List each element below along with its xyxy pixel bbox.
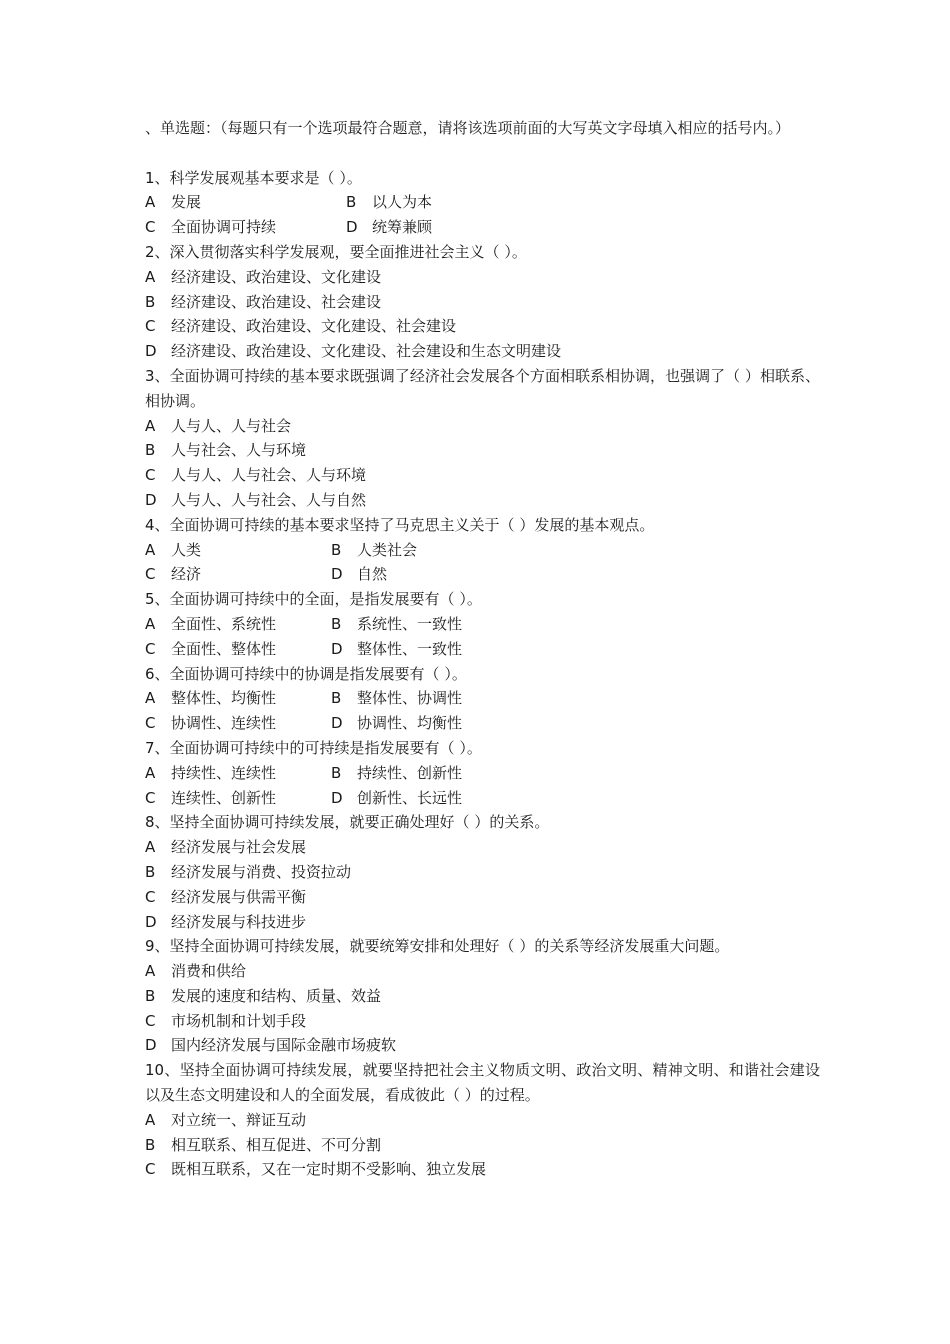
option	[145, 215, 346, 240]
option-text: 人与人、人与社会、人与自然	[171, 490, 367, 509]
option-row	[145, 215, 820, 240]
option-letter: D	[346, 218, 358, 237]
option-text: 整体性、一致性	[357, 639, 463, 658]
option-letter: A	[145, 540, 156, 559]
option-text: 系统性、一致性	[357, 614, 463, 633]
option	[145, 984, 820, 1009]
option-text: 全面性、整体性	[171, 639, 277, 658]
option	[145, 686, 331, 711]
question-9	[145, 934, 820, 1058]
option-letter: C	[145, 565, 156, 584]
option-letter: A	[145, 1110, 156, 1129]
option-text: 统筹兼顾	[372, 218, 433, 237]
option-letter: D	[331, 639, 343, 658]
option-letter: C	[145, 1160, 156, 1179]
option-letter: D	[331, 565, 343, 584]
option-letter: A	[145, 614, 156, 633]
question-stem: 7、全面协调可持续中的可持续是指发展要有（ ）。	[145, 738, 482, 757]
option-letter: A	[145, 763, 156, 782]
option	[331, 786, 462, 811]
question-8	[145, 810, 820, 934]
option-letter: D	[145, 1036, 157, 1055]
option-letter: B	[145, 1135, 156, 1154]
question-stem: 8、坚持全面协调可持续发展，就要正确处理好（ ）的关系。	[145, 813, 550, 832]
questions	[145, 166, 820, 1183]
question-3	[145, 364, 820, 513]
option	[145, 190, 346, 215]
question-stem: 9、坚持全面协调可持续发展，就要统筹安排和处理好（ ）的关系等经济发展重大问题。	[145, 937, 730, 956]
option-text: 经济	[171, 565, 202, 584]
option	[145, 711, 331, 736]
option	[331, 637, 462, 662]
option	[145, 265, 820, 290]
option-text: 创新性、长远性	[357, 788, 463, 807]
option	[145, 860, 820, 885]
option-row	[145, 761, 820, 786]
option	[145, 786, 331, 811]
option	[145, 538, 331, 563]
option	[145, 290, 820, 315]
question-stem: 6、全面协调可持续中的协调是指发展要有（ ）。	[145, 664, 467, 683]
option-letter: C	[145, 317, 156, 336]
option-letter: D	[145, 490, 157, 509]
option-text: 市场机制和计划手段	[171, 1011, 307, 1030]
option-row	[145, 538, 820, 563]
option-letter: A	[145, 267, 156, 286]
option-letter: C	[145, 218, 156, 237]
option-letter: C	[145, 466, 156, 485]
option-text: 国内经济发展与国际金融市场疲软	[171, 1036, 397, 1055]
option-letter: B	[331, 689, 342, 708]
option	[145, 1009, 820, 1034]
option	[346, 215, 432, 240]
option	[145, 1108, 820, 1133]
option	[145, 885, 820, 910]
option-row	[145, 786, 820, 811]
option-text: 协调性、均衡性	[357, 714, 463, 733]
option-text: 持续性、创新性	[357, 763, 463, 782]
option-row	[145, 190, 820, 215]
option	[145, 438, 820, 463]
option-letter: B	[331, 763, 342, 782]
option-letter: D	[331, 714, 343, 733]
option-text: 人与人、人与社会、人与环境	[171, 466, 367, 485]
option-row	[145, 686, 820, 711]
option	[145, 488, 820, 513]
option	[145, 835, 820, 860]
option-letter: A	[145, 838, 156, 857]
option-letter: B	[145, 441, 156, 460]
spacer	[145, 141, 820, 166]
question-stem: 2、深入贯彻落实科学发展观，要全面推进社会主义（ ）。	[145, 242, 527, 261]
option	[145, 314, 820, 339]
option-letter: C	[145, 714, 156, 733]
option	[145, 761, 331, 786]
question-stem: 3、全面协调可持续的基本要求既强调了经济社会发展各个方面相联系相协调，也强调了（ ）相联系、相协调。	[145, 366, 820, 410]
option	[145, 1133, 820, 1158]
option	[145, 1157, 820, 1182]
option-text: 经济建设、政治建设、社会建设	[171, 292, 382, 311]
option-row	[145, 612, 820, 637]
option-letter: B	[145, 986, 156, 1005]
option-text: 协调性、连续性	[171, 714, 277, 733]
option-text: 相互联系、相互促进、不可分割	[171, 1135, 382, 1154]
option-text: 经济建设、政治建设、文化建设	[171, 267, 382, 286]
option	[145, 1033, 820, 1058]
option	[145, 612, 331, 637]
option-text: 人类	[171, 540, 202, 559]
option	[331, 711, 462, 736]
option-letter: C	[145, 788, 156, 807]
option-text: 既相互联系，又在一定时期不受影响、独立发展	[171, 1160, 487, 1179]
option-letter: A	[145, 689, 156, 708]
option-letter: B	[145, 292, 156, 311]
option-text: 发展的速度和结构、质量、效益	[171, 986, 382, 1005]
option-text: 全面协调可持续	[171, 218, 277, 237]
question-2	[145, 240, 820, 364]
option-letter: C	[145, 639, 156, 658]
option-letter: B	[331, 614, 342, 633]
option-letter: B	[331, 540, 342, 559]
option-letter: D	[145, 342, 157, 361]
option-text: 整体性、协调性	[357, 689, 463, 708]
option-row	[145, 562, 820, 587]
question-stem: 10、坚持全面协调可持续发展，就要坚持把社会主义物质文明、政治文明、精神文明、和谐社会建设以及生态文明建设和人的全面发展，看成彼此（ ）的过程。	[145, 1061, 820, 1105]
option-letter: A	[145, 416, 156, 435]
option-text: 自然	[357, 565, 388, 584]
option-text: 经济建设、政治建设、文化建设、社会建设	[171, 317, 457, 336]
option-text: 以人为本	[372, 193, 433, 212]
question-5	[145, 587, 820, 661]
option-row	[145, 637, 820, 662]
option	[145, 562, 331, 587]
question-4	[145, 513, 820, 587]
option-text: 消费和供给	[171, 962, 247, 981]
option-letter: C	[145, 887, 156, 906]
option-text: 连续性、创新性	[171, 788, 277, 807]
question-10	[145, 1058, 820, 1182]
option	[145, 910, 820, 935]
question-stem: 5、全面协调可持续中的全面，是指发展要有（ ）。	[145, 590, 482, 609]
option-letter: A	[145, 962, 156, 981]
option-text: 人与社会、人与环境	[171, 441, 307, 460]
option	[331, 761, 462, 786]
section-intro: 、单选题：（每题只有一个选项最符合题意，请将该选项前面的大写英文字母填入相应的括号内。）	[145, 119, 791, 137]
option-text: 经济建设、政治建设、文化建设、社会建设和生态文明建设	[171, 342, 562, 361]
option-text: 经济发展与社会发展	[171, 838, 307, 857]
option-text: 经济发展与科技进步	[171, 912, 307, 931]
question-6	[145, 662, 820, 736]
option-text: 持续性、连续性	[171, 763, 277, 782]
option-letter: A	[145, 193, 156, 212]
option-letter: D	[331, 788, 343, 807]
option	[331, 562, 387, 587]
option	[145, 463, 820, 488]
option-text: 经济发展与供需平衡	[171, 887, 307, 906]
option-text: 全面性、系统性	[171, 614, 277, 633]
option	[331, 612, 462, 637]
option-text: 人类社会	[357, 540, 418, 559]
option-letter: D	[145, 912, 157, 931]
option	[145, 959, 820, 984]
option	[145, 339, 820, 364]
option	[145, 414, 820, 439]
option-letter: B	[145, 862, 156, 881]
option-row	[145, 711, 820, 736]
question-1	[145, 166, 820, 240]
option	[331, 538, 417, 563]
option	[145, 637, 331, 662]
option-text: 对立统一、辩证互动	[171, 1110, 307, 1129]
option-letter: C	[145, 1011, 156, 1030]
option	[346, 190, 432, 215]
option-text: 经济发展与消费、投资拉动	[171, 862, 352, 881]
question-list	[145, 116, 820, 1182]
option-text: 人与人、人与社会	[171, 416, 292, 435]
option-letter: B	[346, 193, 357, 212]
option-text: 发展	[171, 193, 202, 212]
option-text: 整体性、均衡性	[171, 689, 277, 708]
question-stem: 1、科学发展观基本要求是（ ）。	[145, 168, 362, 187]
option	[331, 686, 462, 711]
question-7	[145, 736, 820, 810]
question-stem: 4、全面协调可持续的基本要求坚持了马克思主义关于（ ）发展的基本观点。	[145, 515, 655, 534]
